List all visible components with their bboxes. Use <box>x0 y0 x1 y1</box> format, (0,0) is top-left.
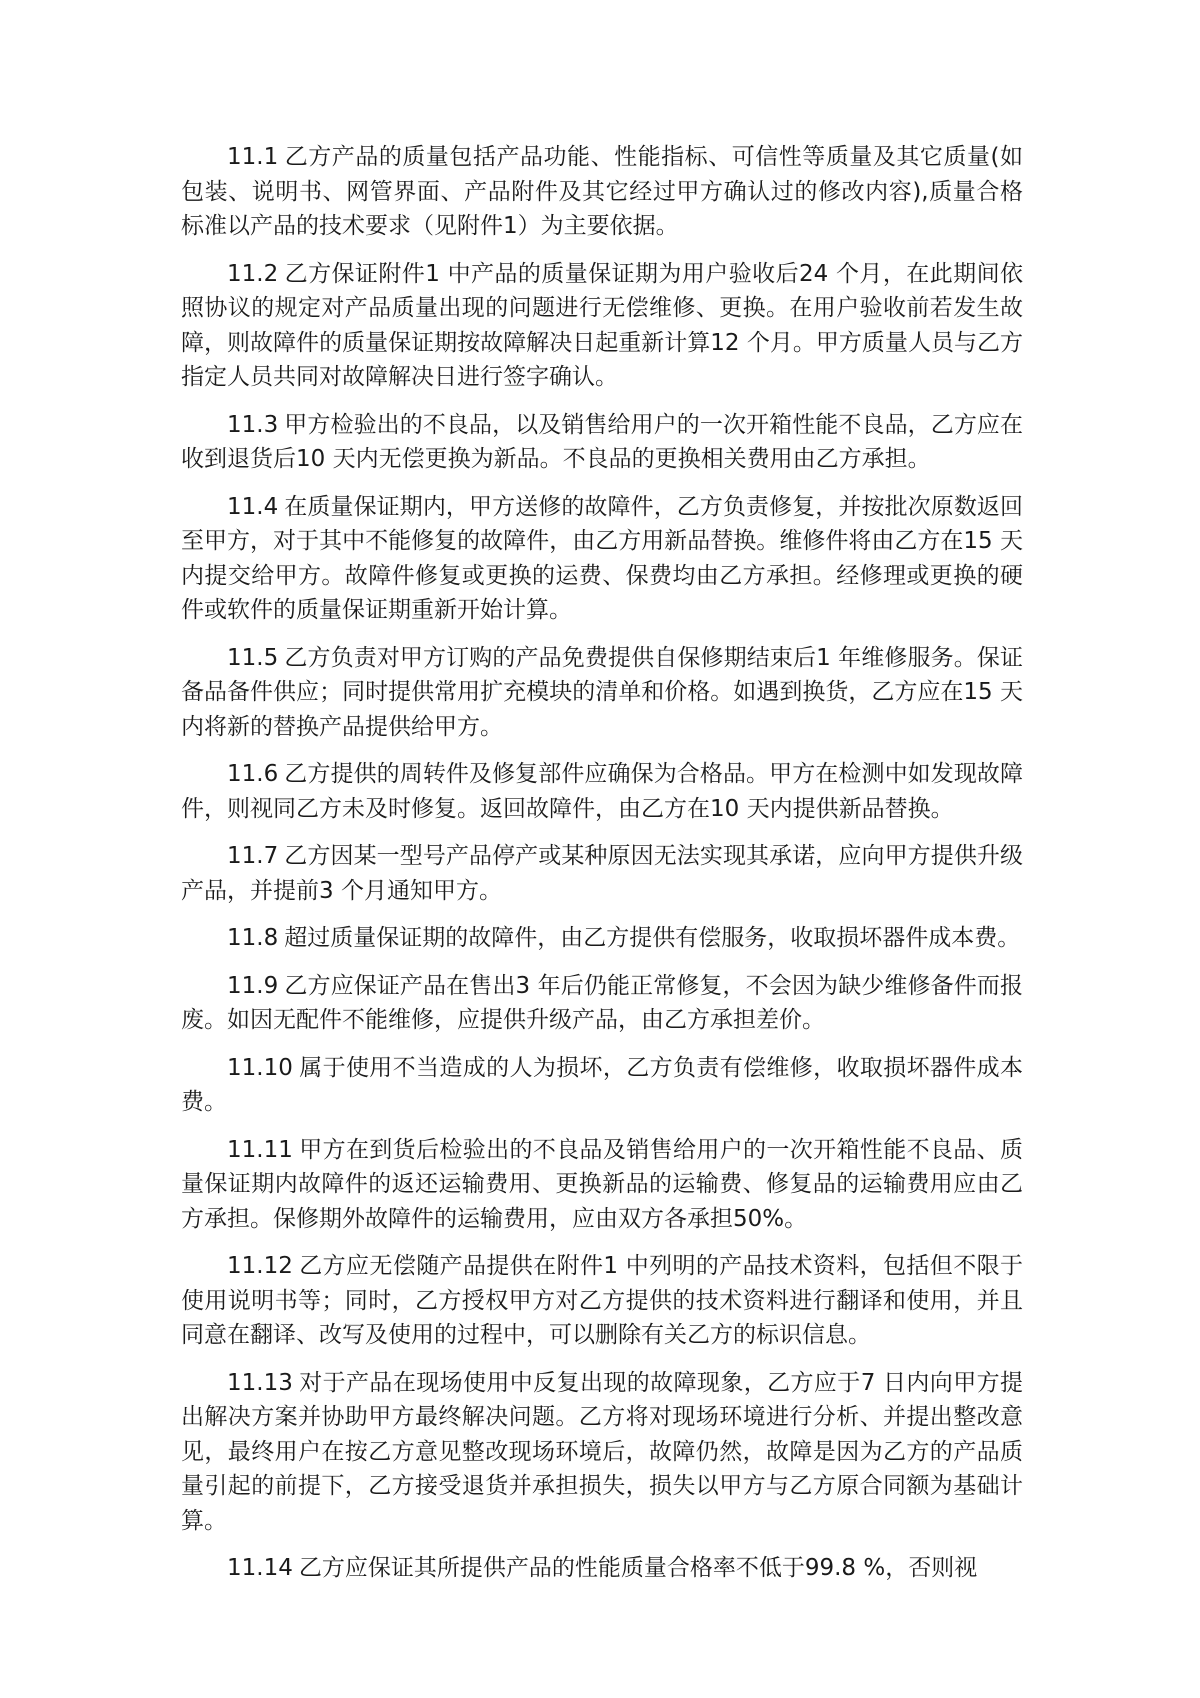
clause-11-2 <box>181 257 1023 395</box>
clause-text: 乙方因某一型号产品停产或某种原因无法实现其承诺，应向甲方提供升级产品，并提前3 个月通知甲方。 <box>181 843 1023 904</box>
clause-text: 乙方应保证产品在售出3 年后仍能正常修复，不会因为缺少维修备件而报废。如因无配件不能维修，应提供升级产品，由乙方承担差价。 <box>181 972 1023 1033</box>
clause-text: 乙方保证附件1 中产品的质量保证期为用户验收后24 个月，在此期间依照协议的规定对产品质量出现的问题进行无偿维修、更换。在用户验收前若发生故障，则故障件的质量保证期按故障解决日起重新计算12 个月。甲方质量人员与乙方指定人员共同对故障解决日进行签字确认。 <box>181 260 1023 390</box>
clause-number: 11.14 <box>227 1555 293 1581</box>
clause-11-13 <box>181 1366 1023 1539</box>
clause-number: 11.4 <box>227 493 279 520</box>
clause-11-11 <box>181 1133 1023 1237</box>
clause-number: 11.5 <box>227 644 279 671</box>
clause-11-7 <box>181 839 1023 908</box>
clause-11-5 <box>181 641 1023 745</box>
document-body <box>181 140 1023 1599</box>
clause-number: 11.2 <box>227 260 279 287</box>
clause-11-9 <box>181 969 1023 1038</box>
clause-number: 11.13 <box>227 1369 293 1396</box>
clause-text: 乙方产品的质量包括产品功能、性能指标、可信性等质量及其它质量(如包装、说明书、网管界面、产品附件及其它经过甲方确认过的修改内容),质量合格标准以产品的技术要求（见附件1）为主要依据。 <box>181 144 1023 239</box>
clause-text: 乙方应保证其所提供产品的性能质量合格率不低于99.8 %，否则视 <box>298 1555 978 1581</box>
clause-11-1 <box>181 140 1023 244</box>
clause-number: 11.6 <box>227 761 279 787</box>
clause-number: 11.8 <box>227 925 279 951</box>
clause-11-14 <box>181 1551 1023 1586</box>
clause-text: 超过质量保证期的故障件，由乙方提供有偿服务，收取损坏器件成本费。 <box>284 925 1021 951</box>
clause-11-3 <box>181 408 1023 477</box>
clause-text: 属于使用不当造成的人为损坏，乙方负责有偿维修，收取损坏器件成本费。 <box>181 1054 1023 1115</box>
clause-number: 11.11 <box>227 1136 293 1163</box>
clause-text: 甲方检验出的不良品，以及销售给用户的一次开箱性能不良品，乙方应在收到退货后10 天内无偿更换为新品。不良品的更换相关费用由乙方承担。 <box>181 411 1023 472</box>
clause-text: 乙方负责对甲方订购的产品免费提供自保修期结束后1 年维修服务。保证备品备件供应；同时提供常用扩充模块的清单和价格。如遇到换货，乙方应在15 天内将新的替换产品提供给甲方。 <box>181 644 1023 740</box>
clause-number: 11.10 <box>227 1054 293 1081</box>
clause-text: 乙方应无偿随产品提供在附件1 中列明的产品技术资料，包括但不限于使用说明书等；同时，乙方授权甲方对乙方提供的技术资料进行翻译和使用，并且同意在翻译、改写及使用的过程中，可以删除有关乙方的标识信息。 <box>181 1253 1023 1348</box>
clause-11-4 <box>181 490 1023 628</box>
clause-11-10 <box>181 1051 1023 1120</box>
clause-11-8 <box>181 921 1023 956</box>
clause-11-12 <box>181 1249 1023 1353</box>
clause-text: 对于产品在现场使用中反复出现的故障现象，乙方应于7 日内向甲方提出解决方案并协助甲方最终解决问题。乙方将对现场环境进行分析、并提出整改意见，最终用户在按乙方意见整改现场环境后，故障仍然，故障是因为乙方的产品质量引起的前提下，乙方接受退货并承担损失，损失以甲方与乙方原合同额为基础计算。 <box>181 1369 1023 1534</box>
clause-number: 11.1 <box>227 144 279 170</box>
clause-number: 11.9 <box>227 972 279 999</box>
clause-number: 11.12 <box>227 1253 293 1279</box>
clause-text: 在质量保证期内，甲方送修的故障件，乙方负责修复，并按批次原数返回至甲方，对于其中不能修复的故障件，由乙方用新品替换。维修件将由乙方在15 天内提交给甲方。故障件修复或更换的运费、保费均由乙方承担。经修理或更换的硬件或软件的质量保证期重新开始计算。 <box>181 493 1023 623</box>
clause-number: 11.7 <box>227 843 279 869</box>
clause-text: 甲方在到货后检验出的不良品及销售给用户的一次开箱性能不良品、质量保证期内故障件的返还运输费用、更换新品的运输费、修复品的运输费用应由乙方承担。保修期外故障件的运输费用，应由双方各承担50%。 <box>181 1136 1023 1232</box>
clause-number: 11.3 <box>227 411 279 438</box>
clause-text: 乙方提供的周转件及修复部件应确保为合格品。甲方在检测中如发现故障件，则视同乙方未及时修复。返回故障件，由乙方在10 天内提供新品替换。 <box>181 761 1023 822</box>
clause-11-6 <box>181 757 1023 826</box>
